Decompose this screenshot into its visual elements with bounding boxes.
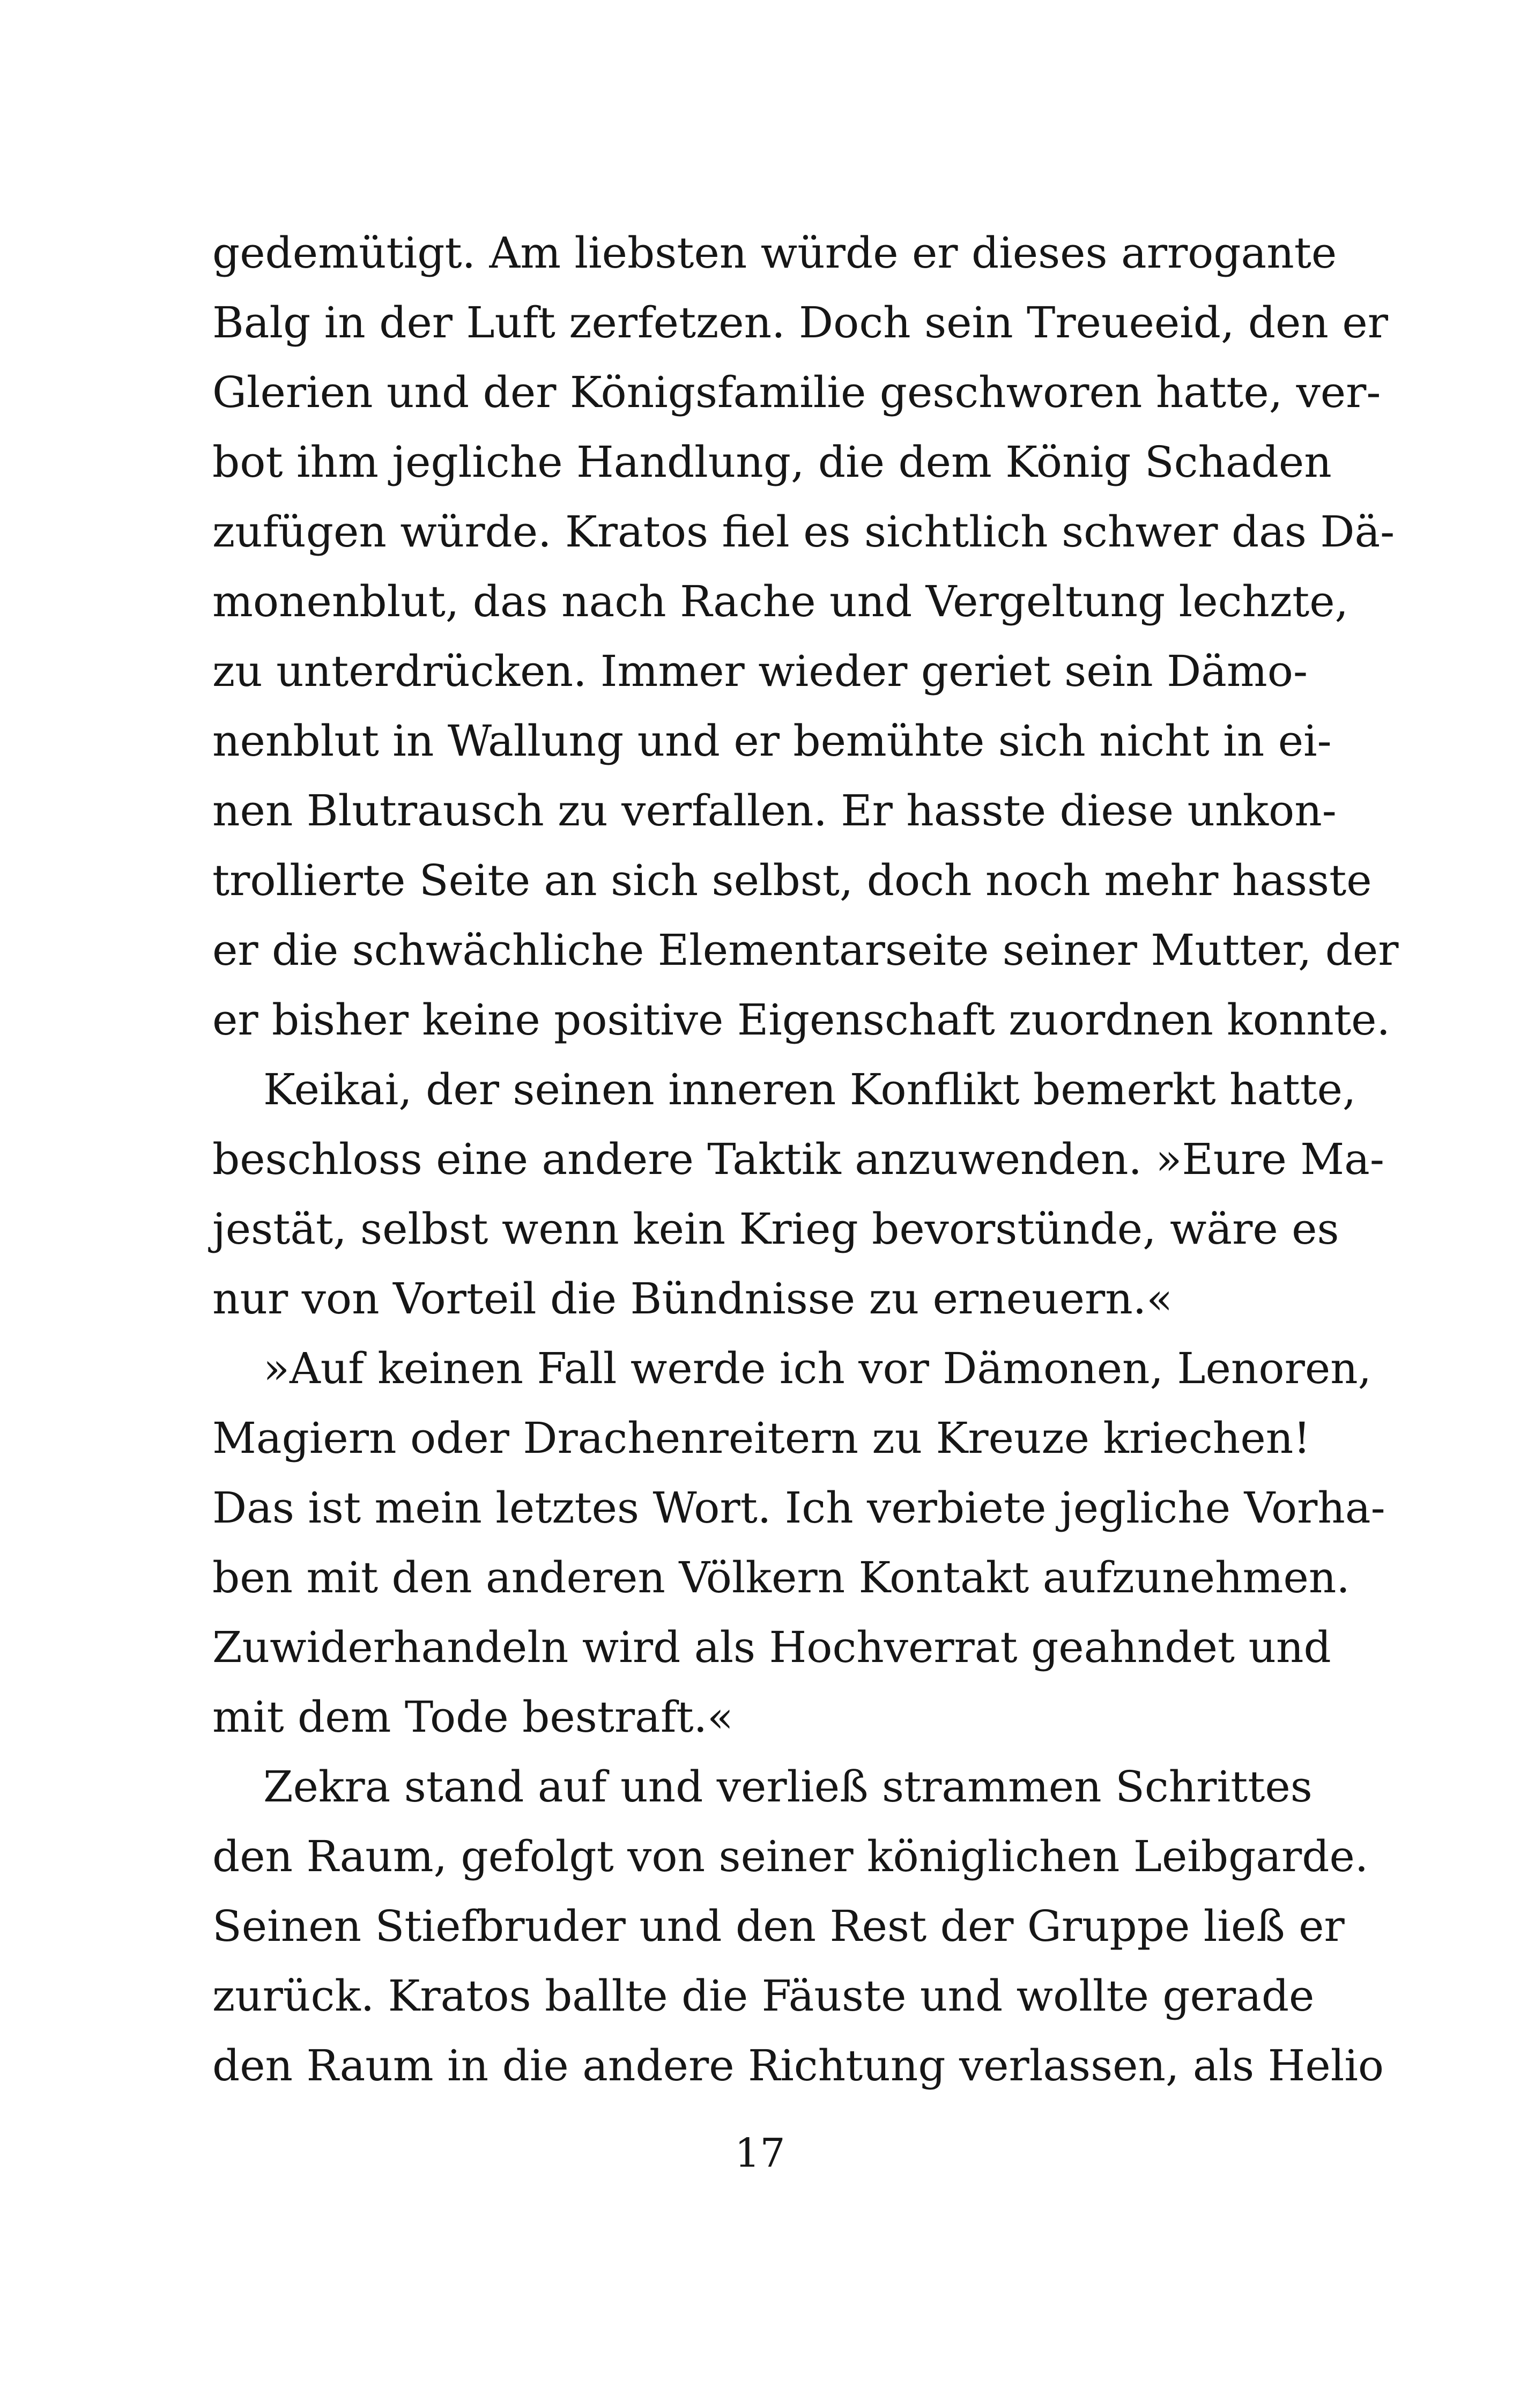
- paragraph: [212, 218, 1399, 1055]
- text-line: nen Blutrausch zu verfallen. Er hasste diese unkon-: [212, 786, 1337, 836]
- text-line: zu unterdrücken. Immer wieder geriet sein Dämo-: [212, 646, 1308, 696]
- paragraph: [212, 1055, 1384, 1334]
- text-line: nenblut in Wallung und er bemühte sich nicht in ei-: [212, 716, 1332, 766]
- text-line: Zuwiderhandeln wird als Hochverrat geahndet und: [212, 1622, 1331, 1672]
- text-line: Balg in der Luft zerfetzen. Doch sein Treueeid, den er: [212, 298, 1388, 348]
- text-line: Keikai, der seinen inneren Konflikt bemerkt hatte,: [263, 1065, 1356, 1114]
- text-line: ben mit den anderen Völkern Kontakt aufzunehmen.: [212, 1553, 1350, 1602]
- text-line: Magiern oder Drachenreitern zu Kreuze kriechen!: [212, 1413, 1311, 1463]
- text-line: bot ihm jegliche Handlung, die dem König Schaden: [212, 437, 1332, 487]
- body-text: [212, 218, 1399, 2101]
- text-line: jestät, selbst wenn kein Krieg bevorstünde, wäre es: [212, 1204, 1339, 1254]
- text-line: »Auf keinen Fall werde ich vor Dämonen, Lenoren,: [263, 1343, 1372, 1393]
- text-line: monenblut, das nach Rache und Vergeltung lechzte,: [212, 577, 1348, 626]
- page-number: 17: [735, 2130, 785, 2176]
- paragraph: [212, 1334, 1385, 1752]
- text-line: er bisher keine positive Eigenschaft zuordnen konnte.: [212, 995, 1390, 1045]
- text-line: den Raum, gefolgt von seiner königlichen Leibgarde.: [212, 1831, 1369, 1881]
- text-line: Das ist mein letztes Wort. Ich verbiete jegliche Vorha-: [212, 1483, 1385, 1533]
- text-line: den Raum in die andere Richtung verlassen, als Helio: [212, 2041, 1384, 2091]
- text-line: nur von Vorteil die Bündnisse zu erneuern.«: [212, 1274, 1173, 1324]
- text-line: gedemütigt. Am liebsten würde er dieses arrogante: [212, 228, 1337, 278]
- paragraph: [212, 1752, 1384, 2101]
- text-line: Zekra stand auf und verließ strammen Schrittes: [263, 1762, 1313, 1812]
- text-line: beschloss eine andere Taktik anzuwenden. »Eure Ma-: [212, 1134, 1384, 1184]
- text-line: trollierte Seite an sich selbst, doch noch mehr hasste: [212, 855, 1372, 905]
- text-line: zurück. Kratos ballte die Fäuste und wollte gerade: [212, 1971, 1315, 2021]
- text-line: Seinen Stiefbruder und den Rest der Gruppe ließ er: [212, 1901, 1345, 1951]
- text-line: Glerien und der Königsfamilie geschworen hatte, ver-: [212, 367, 1381, 417]
- text-line: er die schwächliche Elementarseite seiner Mutter, der: [212, 925, 1399, 975]
- text-line: zufügen würde. Kratos fiel es sichtlich schwer das Dä-: [212, 507, 1395, 557]
- text-line: mit dem Tode bestraft.«: [212, 1692, 733, 1742]
